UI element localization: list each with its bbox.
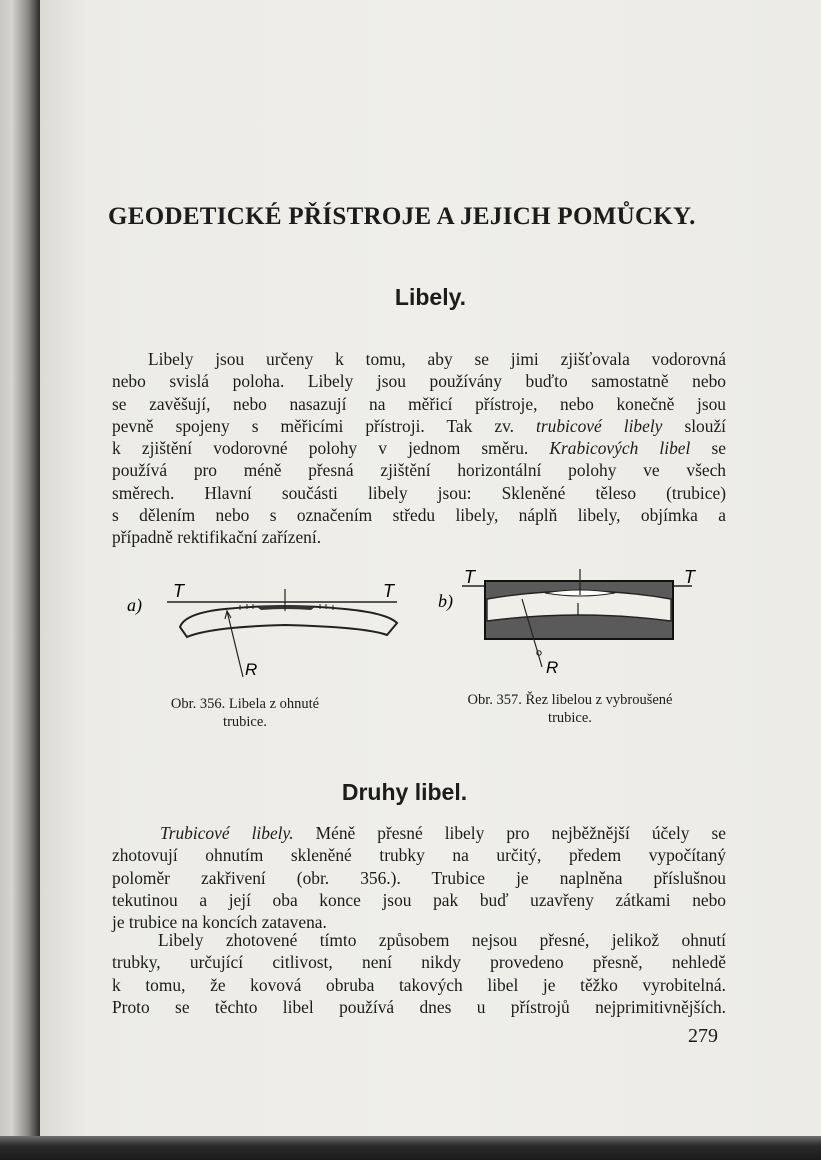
- scan-bottom-edge: [0, 1136, 821, 1160]
- radius-label: R: [546, 658, 559, 677]
- text-line: s dělením nebo s označením středu libely, náplň libely, objímka a: [112, 505, 726, 526]
- tangent-label-left: T: [464, 567, 475, 587]
- text-line: nebo svislá poloha. Libely jsou používány buďto samostatně nebo: [112, 371, 726, 392]
- paragraph-tube-levels: [112, 822, 726, 933]
- caption-line: trubice.: [223, 714, 267, 730]
- text-line: Libely jsou určeny k tomu, aby se jimi zjišťovala vodorovná: [148, 349, 726, 369]
- figure-label: a): [127, 595, 142, 615]
- tangent-label-right: T: [684, 567, 695, 587]
- book-binding-shadow: [0, 0, 40, 1160]
- text-line: je trubice na koncích zatavena.: [112, 912, 327, 933]
- text-line: se zavěšují, nebo nasazují na měřicí přístroje, nebo konečně jsou: [112, 393, 726, 414]
- paragraph-intro: [112, 348, 726, 549]
- section-title-druhy-libel: Druhy libel.: [341, 779, 468, 805]
- figure-357-ground-tube-level: [430, 565, 720, 685]
- text-line: Libely zhotovené tímto způsobem nejsou přesné, jelikož ohnutí: [158, 930, 726, 950]
- figure-356-bent-tube-level: [125, 575, 415, 685]
- text-line: zhotovují ohnutím skleněné trubky na určitý, předem vypočítaný: [112, 845, 726, 866]
- radius-line: [227, 611, 243, 677]
- caption-line: trubice.: [548, 710, 592, 726]
- text-line: tekutinou a její oba konce jsou pak buď uzavřeny zátkami nebo: [112, 889, 726, 910]
- text-line: směrech. Hlavní součásti libely jsou: Skleněné těleso (trubice): [112, 482, 726, 503]
- text-line: k tomu, že kovová obruba takových libel je těžko vyrobitelná.: [112, 974, 726, 995]
- text-line: Trubicové libely. Méně přesné libely pro nejběžnější účely se: [160, 823, 726, 843]
- text-line: případně rektifikační zařízení.: [112, 527, 322, 548]
- caption-figure-357: [420, 691, 720, 727]
- text-line: Proto se těchto libel používá dnes u přístrojů nejprimitivnějších.: [112, 996, 726, 1017]
- page-number: 279: [688, 1025, 718, 1047]
- figure-label: b): [438, 591, 453, 611]
- text-line: trubky, určující citlivost, není nikdy provedeno přesně, nehledě: [112, 952, 726, 973]
- paragraph-precision: [112, 929, 726, 1018]
- tangent-label-left: T: [173, 581, 184, 601]
- section-title-libely: Libely.: [394, 284, 467, 310]
- text-line: používá pro méně přesná zjištění horizontální polohy ve všech: [112, 460, 726, 481]
- tangent-label-right: T: [383, 581, 394, 601]
- caption-figure-356: [150, 695, 340, 731]
- radius-label: R: [245, 660, 258, 679]
- text-line: poloměr zakřivení (obr. 356.). Trubice je naplněna příslušnou: [112, 867, 726, 888]
- text-line: pevně spojeny s měřicími přístroji. Tak zv. trubicové libely slouží: [112, 415, 726, 436]
- caption-line: Obr. 356. Libela z ohnuté: [170, 696, 320, 712]
- caption-line: Obr. 357. Řez libelou z vybroušené: [467, 692, 673, 708]
- chapter-heading: GEODETICKÉ PŘÍSTROJE A JEJICH POMŮCKY.: [108, 203, 696, 230]
- bent-tube-outline: [180, 606, 397, 637]
- text-line: k zjištění vodorovné polohy v jednom směru. Krabicových libel se: [112, 438, 726, 459]
